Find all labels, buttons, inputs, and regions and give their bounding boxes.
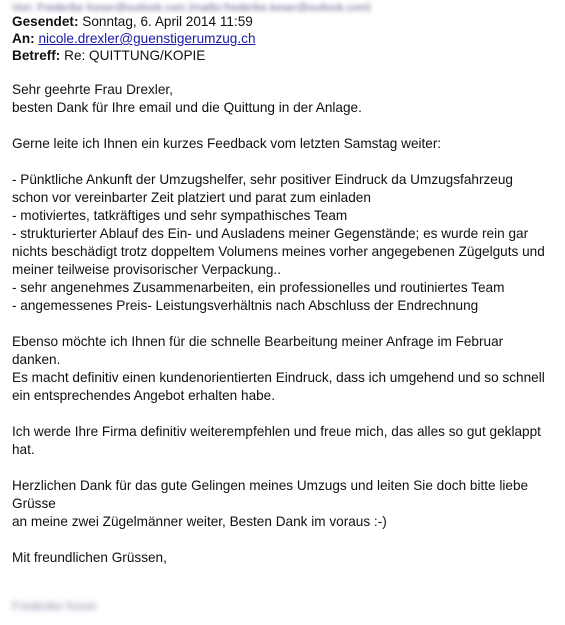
- to-header: [12, 31, 256, 47]
- body-line: - Pünktliche Ankunft der Umzugshelfer, sehr positiver Eindruck da Umzugsfahrzeug: [12, 172, 513, 187]
- body-line: - sehr angenehmes Zusammenarbeiten, ein professionelles und routiniertes Team: [12, 280, 505, 295]
- body-line: schon vor vereinbarter Zeit platziert und parat zum einladen: [12, 190, 371, 205]
- redacted-from-line: [12, 2, 432, 12]
- body-line: besten Dank für Ihre email und die Quittung in der Anlage.: [12, 100, 362, 115]
- body-line: Gerne leite ich Ihnen ein kurzes Feedback vom letzten Samstag weiter:: [12, 136, 442, 151]
- body-line: Ich werde Ihre Firma definitiv weiterempfehlen und freue mich, das alles so gut geklappt: [12, 424, 541, 439]
- body-line: Grüsse: [12, 496, 56, 511]
- sent-value: Sonntag, 6. April 2014 11:59: [82, 14, 253, 29]
- body-line: - strukturierter Ablauf des Ein- und Ausladens meiner Gegenstände; es wurde rein gar: [12, 226, 529, 241]
- body-line: - motiviertes, tatkräftiges und sehr sympathisches Team: [12, 208, 348, 223]
- body-line: Sehr geehrte Frau Drexler,: [12, 82, 173, 97]
- subject-header: [12, 48, 205, 64]
- body-line: meiner teilweise provisorischer Verpackung..: [12, 262, 281, 277]
- sent-label: Gesendet:: [12, 14, 79, 29]
- body-line: an meine zwei Zügelmänner weiter, Besten Dank im voraus :-): [12, 514, 387, 529]
- redacted-signature: [12, 599, 132, 615]
- subject-label: Betreff:: [12, 48, 61, 63]
- body-line: Ebenso möchte ich Ihnen für die schnelle Bearbeitung meiner Anfrage im Februar: [12, 334, 504, 349]
- body-line: ein entsprechendes Angebot erhalten habe.: [12, 388, 276, 403]
- body-line: - angemessenes Preis- Leistungsverhältnis nach Abschluss der Endrechnung: [12, 298, 479, 313]
- to-label: An:: [12, 31, 35, 46]
- closing-line: Mit freundlichen Grüssen,: [12, 550, 167, 565]
- body-line: Es macht definitiv einen kundenorientierten Eindruck, dass ich umgehend und so schnell: [12, 370, 545, 385]
- body-line: Herzlichen Dank für das gute Gelingen meines Umzugs und leiten Sie doch bitte liebe: [12, 478, 529, 493]
- sent-header: [12, 14, 253, 30]
- subject-value: Re: QUITTUNG/KOPIE: [64, 48, 206, 63]
- redacted-signature-text: Frederike Keser: [12, 599, 98, 613]
- body-line: danken.: [12, 352, 61, 367]
- body-line: nichts beschädigt trotz doppeltem Volumens meines vorher angegebenen Zügelguts und: [12, 244, 545, 259]
- body-line: hat.: [12, 442, 35, 457]
- redacted-from-text: Von: Frederike Keser@outlook.com [mailto:frederike.keser@outlook.com]: [12, 2, 371, 12]
- email-body: [12, 81, 560, 567]
- to-email-link[interactable]: nicole.drexler@guenstigerumzug.ch: [38, 31, 256, 46]
